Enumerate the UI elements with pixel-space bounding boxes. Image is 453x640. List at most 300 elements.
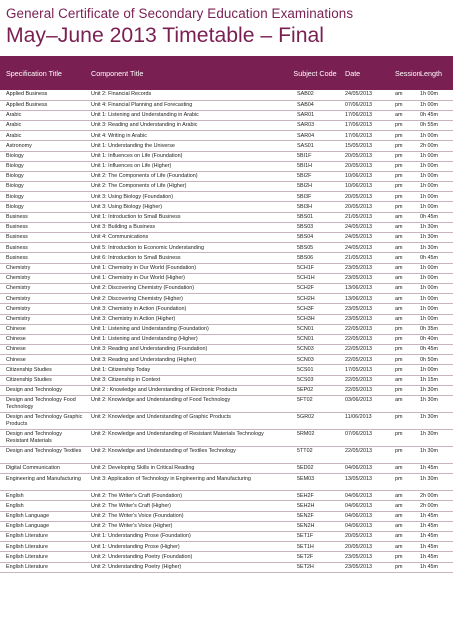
cell-date: 04/06/2013 xyxy=(339,464,389,474)
cell-session: am xyxy=(389,531,414,541)
table-row xyxy=(0,222,453,232)
cell-date: 22/05/2013 xyxy=(339,355,389,365)
cell-length: 1h 45m xyxy=(414,521,453,531)
cell-code: 5BI2F xyxy=(291,171,339,181)
cell-component: Unit 1: Understanding the Universe xyxy=(85,141,291,151)
table-row xyxy=(0,447,453,464)
header xyxy=(6,6,447,49)
cell-spec: Arabic xyxy=(0,131,85,141)
col-header-code: Subject Code xyxy=(293,68,337,78)
cell-component: Unit 2: Knowledge and Understanding of Graphic Products xyxy=(85,413,291,430)
cell-code: 5ET2H xyxy=(291,562,339,572)
cell-code: 5CN01 xyxy=(291,334,339,344)
cell-date: 23/05/2013 xyxy=(339,273,389,283)
col-header-session: Session xyxy=(395,68,421,78)
table-row xyxy=(0,430,453,447)
table-row xyxy=(0,531,453,541)
cell-spec: English Language xyxy=(0,521,85,531)
cell-session: am xyxy=(389,222,414,232)
cell-length: 1h 30m xyxy=(414,430,453,447)
table-row xyxy=(0,396,453,413)
cell-session: pm xyxy=(389,385,414,395)
cell-spec: Digital Communication xyxy=(0,464,85,474)
cell-spec: Astronomy xyxy=(0,141,85,151)
cell-session: pm xyxy=(389,120,414,130)
cell-code: 5CS03 xyxy=(291,375,339,385)
cell-code: 5EP02 xyxy=(291,385,339,395)
cell-date: 17/06/2013 xyxy=(339,120,389,130)
cell-component: Unit 3: Chemistry in Action (Higher) xyxy=(85,314,291,324)
cell-component: Unit 1: Chemistry in Our World (Higher) xyxy=(85,273,291,283)
cell-date: 20/05/2013 xyxy=(339,202,389,212)
table-row xyxy=(0,464,453,474)
col-header-spec: Specification Title xyxy=(6,68,62,78)
cell-spec: Chemistry xyxy=(0,314,85,324)
cell-component: Unit 3: Using Biology (Foundation) xyxy=(85,192,291,202)
cell-spec: Arabic xyxy=(0,120,85,130)
cell-spec: Business xyxy=(0,253,85,263)
table-row xyxy=(0,474,453,491)
cell-spec: Chinese xyxy=(0,324,85,334)
cell-spec: Citizenship Studies xyxy=(0,375,85,385)
table-row xyxy=(0,511,453,521)
cell-session: pm xyxy=(389,552,414,562)
cell-date: 04/06/2013 xyxy=(339,491,389,501)
cell-component: Unit 3: Reading and Understanding (Foundation) xyxy=(85,345,291,355)
cell-date: 21/05/2013 xyxy=(339,253,389,263)
cell-length: 2h 00m xyxy=(414,491,453,501)
table-row xyxy=(0,171,453,181)
cell-length: 1h 30m xyxy=(414,413,453,430)
cell-length: 1h 00m xyxy=(414,182,453,192)
cell-date: 22/05/2013 xyxy=(339,334,389,344)
cell-component: Unit 2: Knowledge and Understanding of Food Technology xyxy=(85,396,291,413)
cell-code: 5BI1H xyxy=(291,161,339,171)
cell-code: 5EH2F xyxy=(291,491,339,501)
table-row xyxy=(0,334,453,344)
cell-date: 13/06/2013 xyxy=(339,283,389,293)
table-row xyxy=(0,90,453,100)
cell-length: 1h 00m xyxy=(414,171,453,181)
table-row xyxy=(0,365,453,375)
cell-component: Unit 2: The Components of Life (Foundation) xyxy=(85,171,291,181)
cell-code: 5BI3H xyxy=(291,202,339,212)
cell-spec: Arabic xyxy=(0,110,85,120)
cell-length: 0h 45m xyxy=(414,110,453,120)
table-row xyxy=(0,283,453,293)
cell-length: 1h 00m xyxy=(414,273,453,283)
cell-spec: Business xyxy=(0,222,85,232)
table-row xyxy=(0,182,453,192)
cell-component: Unit 3: Citizenship in Context xyxy=(85,375,291,385)
cell-session: am xyxy=(389,253,414,263)
cell-spec: Chinese xyxy=(0,355,85,365)
cell-length: 1h 45m xyxy=(414,511,453,521)
cell-length: 1h 00m xyxy=(414,131,453,141)
cell-code: 5BS03 xyxy=(291,222,339,232)
cell-component: Unit 1: Listening and Understanding in Arabic xyxy=(85,110,291,120)
cell-component: Unit 1: Understanding Prose (Foundation) xyxy=(85,531,291,541)
cell-session: pm xyxy=(389,131,414,141)
cell-component: Unit 2: Discovering Chemistry (Higher) xyxy=(85,294,291,304)
cell-code: 5ET1F xyxy=(291,531,339,541)
cell-length: 1h 00m xyxy=(414,192,453,202)
cell-length: 1h 30m xyxy=(414,243,453,253)
table-row xyxy=(0,253,453,263)
table-row xyxy=(0,141,453,151)
cell-code: SAR03 xyxy=(291,120,339,130)
cell-code: 5CN03 xyxy=(291,345,339,355)
cell-length: 1h 00m xyxy=(414,90,453,100)
col-header-length: Length xyxy=(420,68,442,78)
cell-length: 1h 45m xyxy=(414,542,453,552)
cell-component: Unit 2: The Writer's Voice (Higher) xyxy=(85,521,291,531)
cell-code: 5FT02 xyxy=(291,396,339,413)
cell-session: pm xyxy=(389,202,414,212)
cell-date: 04/06/2013 xyxy=(339,521,389,531)
cell-spec: Chinese xyxy=(0,334,85,344)
cell-code: 5BI3F xyxy=(291,192,339,202)
cell-date: 11/06/2013 xyxy=(339,413,389,430)
cell-code: 5BS06 xyxy=(291,253,339,263)
cell-component: Unit 3: Building a Business xyxy=(85,222,291,232)
cell-code: SAS01 xyxy=(291,141,339,151)
cell-code: 5EM03 xyxy=(291,474,339,491)
cell-length: 1h 30m xyxy=(414,222,453,232)
table-row xyxy=(0,355,453,365)
cell-component: Unit 1: Listening and Understanding (Foundation) xyxy=(85,324,291,334)
cell-session: am xyxy=(389,263,414,273)
cell-length: 1h 30m xyxy=(414,233,453,243)
cell-code: 5BI1F xyxy=(291,151,339,161)
timetable-table-wrapper xyxy=(0,56,453,573)
table-row xyxy=(0,131,453,141)
cell-date: 13/05/2013 xyxy=(339,474,389,491)
cell-session: pm xyxy=(389,100,414,110)
cell-length: 0h 45m xyxy=(414,212,453,222)
cell-session: am xyxy=(389,501,414,511)
table-row xyxy=(0,294,453,304)
cell-session: am xyxy=(389,314,414,324)
cell-session: am xyxy=(389,243,414,253)
cell-session: am xyxy=(389,521,414,531)
cell-date: 23/05/2013 xyxy=(339,562,389,572)
table-row xyxy=(0,562,453,572)
cell-spec: Chemistry xyxy=(0,273,85,283)
cell-date: 23/05/2013 xyxy=(339,304,389,314)
cell-length: 1h 30m xyxy=(414,447,453,464)
cell-code: 5CH3H xyxy=(291,314,339,324)
cell-spec: Applied Business xyxy=(0,90,85,100)
cell-component: Unit 1: Chemistry in Our World (Foundation) xyxy=(85,263,291,273)
cell-code: SAB04 xyxy=(291,100,339,110)
cell-code: 5BI2H xyxy=(291,182,339,192)
cell-session: am xyxy=(389,491,414,501)
table-row xyxy=(0,501,453,511)
cell-length: 1h 30m xyxy=(414,474,453,491)
cell-date: 22/05/2013 xyxy=(339,447,389,464)
table-row xyxy=(0,413,453,430)
cell-spec: Chemistry xyxy=(0,283,85,293)
cell-session: pm xyxy=(389,447,414,464)
cell-code: SAR04 xyxy=(291,131,339,141)
cell-code: 5BS01 xyxy=(291,212,339,222)
cell-length: 1h 00m xyxy=(414,294,453,304)
cell-component: Unit 2: Understanding Poetry (Higher) xyxy=(85,562,291,572)
cell-session: am xyxy=(389,464,414,474)
cell-length: 1h 00m xyxy=(414,314,453,324)
table-header xyxy=(0,56,453,90)
cell-session: pm xyxy=(389,182,414,192)
table-row xyxy=(0,273,453,283)
cell-session: am xyxy=(389,212,414,222)
cell-session: am xyxy=(389,283,414,293)
cell-date: 23/05/2013 xyxy=(339,263,389,273)
cell-session: pm xyxy=(389,474,414,491)
cell-code: 5CS01 xyxy=(291,365,339,375)
cell-session: am xyxy=(389,304,414,314)
cell-date: 22/05/2013 xyxy=(339,324,389,334)
cell-spec: Biology xyxy=(0,151,85,161)
cell-component: Unit 2: Developing Skills in Critical Reading xyxy=(85,464,291,474)
cell-component: Unit 2: Knowledge and Understanding of Resistant Materials Technology xyxy=(85,430,291,447)
cell-component: Unit 2: Knowledge and Understanding of Textiles Technology xyxy=(85,447,291,464)
table-row xyxy=(0,304,453,314)
cell-date: 20/05/2013 xyxy=(339,542,389,552)
cell-length: 2h 00m xyxy=(414,501,453,511)
table-row xyxy=(0,375,453,385)
table-row xyxy=(0,100,453,110)
cell-session: pm xyxy=(389,355,414,365)
cell-date: 13/06/2013 xyxy=(339,294,389,304)
cell-date: 22/05/2013 xyxy=(339,385,389,395)
cell-date: 15/05/2013 xyxy=(339,141,389,151)
cell-date: 17/06/2013 xyxy=(339,131,389,141)
cell-date: 24/05/2013 xyxy=(339,222,389,232)
cell-session: am xyxy=(389,542,414,552)
cell-date: 04/06/2013 xyxy=(339,501,389,511)
cell-code: 5EN2H xyxy=(291,521,339,531)
cell-length: 1h 30m xyxy=(414,396,453,413)
cell-spec: Design and Technology Graphic Products xyxy=(0,413,85,430)
cell-spec: Chemistry xyxy=(0,263,85,273)
cell-spec: Biology xyxy=(0,161,85,171)
cell-component: Unit 2: Financial Records xyxy=(85,90,291,100)
cell-length: 1h 30m xyxy=(414,385,453,395)
cell-date: 07/06/2013 xyxy=(339,100,389,110)
cell-code: 5ET2F xyxy=(291,552,339,562)
cell-session: am xyxy=(389,375,414,385)
cell-length: 1h 45m xyxy=(414,464,453,474)
cell-date: 22/05/2013 xyxy=(339,375,389,385)
cell-spec: English Literature xyxy=(0,552,85,562)
table-row xyxy=(0,120,453,130)
cell-component: Unit 2: Discovering Chemistry (Foundation) xyxy=(85,283,291,293)
cell-date: 10/06/2013 xyxy=(339,182,389,192)
cell-length: 1h 00m xyxy=(414,365,453,375)
cell-length: 0h 55m xyxy=(414,120,453,130)
cell-component: Unit 2: The Writer's Craft (Higher) xyxy=(85,501,291,511)
cell-spec: Chemistry xyxy=(0,294,85,304)
cell-component: Unit 3: Chemistry in Action (Foundation) xyxy=(85,304,291,314)
cell-component: Unit 4: Financial Planning and Forecasting xyxy=(85,100,291,110)
cell-spec: Business xyxy=(0,212,85,222)
cell-code: 5CH3F xyxy=(291,304,339,314)
cell-code: 5BS05 xyxy=(291,243,339,253)
cell-session: am xyxy=(389,396,414,413)
cell-date: 20/05/2013 xyxy=(339,151,389,161)
cell-code: SAB02 xyxy=(291,90,339,100)
table-row xyxy=(0,324,453,334)
cell-length: 0h 50m xyxy=(414,355,453,365)
table-row xyxy=(0,263,453,273)
cell-date: 23/05/2013 xyxy=(339,314,389,324)
cell-component: Unit 3: Using Biology (Higher) xyxy=(85,202,291,212)
cell-session: am xyxy=(389,233,414,243)
cell-spec: English Language xyxy=(0,511,85,521)
cell-code: 5ED02 xyxy=(291,464,339,474)
cell-date: 20/05/2013 xyxy=(339,161,389,171)
cell-date: 20/05/2013 xyxy=(339,192,389,202)
table-body xyxy=(0,90,453,572)
cell-spec: Chinese xyxy=(0,345,85,355)
table-row xyxy=(0,521,453,531)
table-row xyxy=(0,233,453,243)
table-row xyxy=(0,491,453,501)
cell-component: Unit 1: Influences on Life (Foundation) xyxy=(85,151,291,161)
cell-date: 22/05/2013 xyxy=(339,345,389,355)
cell-spec: English Literature xyxy=(0,531,85,541)
cell-code: 5ET1H xyxy=(291,542,339,552)
cell-length: 1h 45m xyxy=(414,552,453,562)
cell-spec: Business xyxy=(0,233,85,243)
table-row xyxy=(0,161,453,171)
cell-code: 5CN01 xyxy=(291,324,339,334)
cell-spec: Biology xyxy=(0,192,85,202)
cell-spec: Chemistry xyxy=(0,304,85,314)
table-row xyxy=(0,212,453,222)
cell-spec: English xyxy=(0,491,85,501)
cell-date: 17/06/2013 xyxy=(339,110,389,120)
cell-component: Unit 1: Influences on Life (Higher) xyxy=(85,161,291,171)
cell-code: 5CH2H xyxy=(291,294,339,304)
cell-session: am xyxy=(389,110,414,120)
cell-component: Unit 2: The Writer's Craft (Foundation) xyxy=(85,491,291,501)
cell-code: 5EN2F xyxy=(291,511,339,521)
cell-date: 20/05/2013 xyxy=(339,531,389,541)
cell-length: 1h 00m xyxy=(414,151,453,161)
timetable-table xyxy=(0,56,453,573)
table-row xyxy=(0,314,453,324)
cell-code: 5GR02 xyxy=(291,413,339,430)
header-row xyxy=(0,56,453,90)
page-subtitle: General Certificate of Secondary Education Examinations xyxy=(6,6,354,21)
cell-component: Unit 5: Introduction to Economic Understanding xyxy=(85,243,291,253)
cell-date: 24/05/2013 xyxy=(339,233,389,243)
cell-code: 5CN03 xyxy=(291,355,339,365)
cell-spec: Design and Technology Food Technology xyxy=(0,396,85,413)
cell-session: am xyxy=(389,273,414,283)
table-row xyxy=(0,542,453,552)
cell-code: 5CH1F xyxy=(291,263,339,273)
cell-length: 2h 00m xyxy=(414,141,453,151)
cell-session: pm xyxy=(389,345,414,355)
cell-spec: English Literature xyxy=(0,542,85,552)
cell-length: 1h 45m xyxy=(414,531,453,541)
table-row xyxy=(0,110,453,120)
cell-component: Unit 2 : Knowledge and Understanding of Electronic Products xyxy=(85,385,291,395)
cell-length: 0h 40m xyxy=(414,334,453,344)
cell-date: 24/05/2013 xyxy=(339,90,389,100)
cell-date: 23/05/2013 xyxy=(339,552,389,562)
cell-spec: Design and Technology Textiles xyxy=(0,447,85,464)
cell-code: 5EH2H xyxy=(291,501,339,511)
cell-component: Unit 1: Understanding Prose (Higher) xyxy=(85,542,291,552)
cell-component: Unit 3: Reading and Understanding (Higher) xyxy=(85,355,291,365)
cell-session: pm xyxy=(389,334,414,344)
table-row xyxy=(0,243,453,253)
cell-spec: Citizenship Studies xyxy=(0,365,85,375)
table-row xyxy=(0,385,453,395)
cell-date: 04/06/2013 xyxy=(339,511,389,521)
cell-session: pm xyxy=(389,562,414,572)
cell-length: 1h 00m xyxy=(414,304,453,314)
cell-code: 5BS04 xyxy=(291,233,339,243)
cell-spec: Biology xyxy=(0,202,85,212)
cell-session: pm xyxy=(389,324,414,334)
cell-date: 17/05/2013 xyxy=(339,365,389,375)
cell-length: 1h 00m xyxy=(414,283,453,293)
cell-spec: English xyxy=(0,501,85,511)
cell-code: 5TT02 xyxy=(291,447,339,464)
cell-length: 0h 45m xyxy=(414,253,453,263)
cell-spec: Applied Business xyxy=(0,100,85,110)
cell-spec: Design and Technology xyxy=(0,385,85,395)
cell-session: pm xyxy=(389,413,414,430)
cell-length: 0h 45m xyxy=(414,345,453,355)
cell-spec: English Literature xyxy=(0,562,85,572)
cell-component: Unit 2: The Writer's Voice (Foundation) xyxy=(85,511,291,521)
cell-session: pm xyxy=(389,141,414,151)
cell-component: Unit 6: Introduction to Small Business xyxy=(85,253,291,263)
cell-code: 5RM02 xyxy=(291,430,339,447)
cell-length: 1h 15m xyxy=(414,375,453,385)
cell-spec: Biology xyxy=(0,182,85,192)
table-row xyxy=(0,552,453,562)
cell-length: 1h 00m xyxy=(414,100,453,110)
cell-date: 07/06/2013 xyxy=(339,430,389,447)
cell-component: Unit 2: Understanding Poetry (Foundation) xyxy=(85,552,291,562)
cell-session: pm xyxy=(389,151,414,161)
cell-code: SAR01 xyxy=(291,110,339,120)
cell-session: pm xyxy=(389,192,414,202)
cell-length: 1h 00m xyxy=(414,202,453,212)
cell-date: 10/06/2013 xyxy=(339,171,389,181)
cell-spec: Business xyxy=(0,243,85,253)
col-header-date: Date xyxy=(345,68,361,78)
cell-component: Unit 1: Listening and Understanding (Higher) xyxy=(85,334,291,344)
table-row xyxy=(0,345,453,355)
cell-spec: Biology xyxy=(0,171,85,181)
table-row xyxy=(0,192,453,202)
col-header-component: Component Title xyxy=(91,68,144,78)
table-row xyxy=(0,202,453,212)
cell-length: 1h 00m xyxy=(414,263,453,273)
table-row xyxy=(0,151,453,161)
cell-component: Unit 1: Introduction to Small Business xyxy=(85,212,291,222)
cell-component: Unit 4: Communications xyxy=(85,233,291,243)
cell-code: 5CH2F xyxy=(291,283,339,293)
